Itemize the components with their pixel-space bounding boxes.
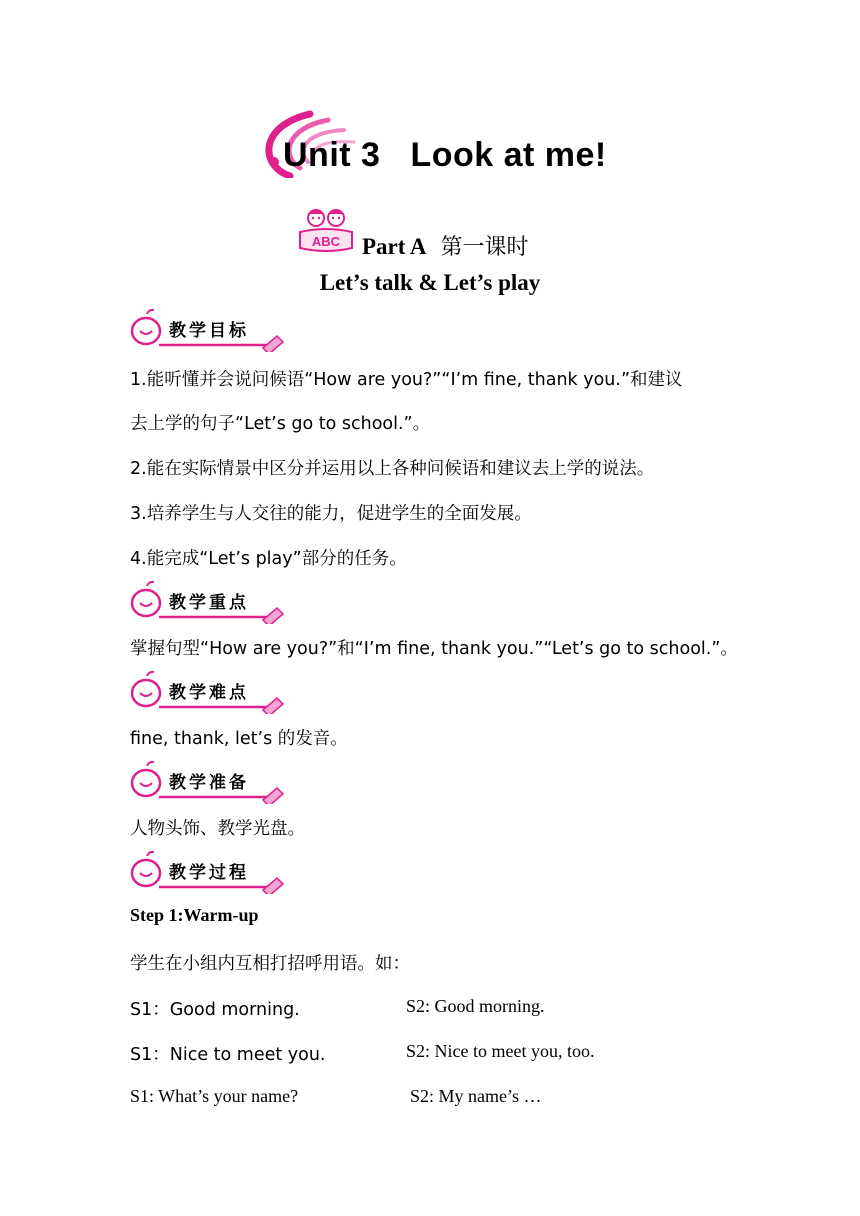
step-1-heading: Step 1:Warm-up: [130, 905, 259, 925]
section-title: 教学过程: [169, 863, 249, 883]
unit-label: Unit 3: [283, 136, 381, 174]
part-cn: 第一课时: [440, 235, 529, 260]
section-header-difficulties: [129, 670, 289, 714]
dialogue-s2-line-1: S2: Good morning.: [406, 996, 545, 1016]
objective-line-5: 4.能完成“Let’s play”部分的任务。: [130, 549, 407, 569]
section-header-process: [129, 850, 289, 894]
difficulties-text: fine, thank, let’s 的发音。: [130, 729, 348, 749]
section-header-preparation: [129, 760, 289, 804]
dialogue-s1-line-3: S1: What’s your name?: [130, 1086, 299, 1106]
objective-line-1: 1.能听懂并会说问候语“How are you?”“I’m fine, thank you.”和建议: [130, 370, 683, 390]
section-title: 教学难点: [169, 683, 249, 703]
unit-title: [283, 136, 607, 175]
dialogue-s2-line-2: S2: Nice to meet you, too.: [406, 1041, 595, 1061]
dialogue-s1-line-2: S1：Nice to meet you.: [130, 1045, 326, 1065]
part-en: Part A: [362, 234, 427, 259]
dialogue-s1-line-1: S1：Good morning.: [130, 1000, 300, 1020]
section-title: 教学重点: [169, 593, 249, 613]
unit-name: Look at me!: [410, 136, 607, 174]
objective-line-3: 2.能在实际情景中区分并运用以上各种问候语和建议去上学的说法。: [130, 459, 655, 479]
section-header-key-points: [129, 580, 289, 624]
process-intro: 学生在小组内互相打招呼用语。如：: [130, 954, 410, 974]
section-header-objectives: [129, 308, 289, 352]
objective-line-4: 3.培养学生与人交往的能力，促进学生的全面发展。: [130, 504, 532, 524]
kids-abc-icon: [296, 206, 356, 256]
lesson-title: Let’s talk & Let’s play: [319, 270, 541, 295]
preparation-text: 人物头饰、教学光盘。: [130, 819, 305, 839]
key-points-text: 掌握句型“How are you?”和“I’m fine, thank you.”“Let’s go to school.”。: [130, 639, 738, 659]
section-title: 教学目标: [169, 321, 249, 341]
part-title: [362, 230, 529, 261]
abc-badge-text: ABC: [311, 234, 341, 249]
section-title: 教学准备: [169, 773, 249, 793]
objective-line-2: 去上学的句子“Let’s go to school.”。: [130, 414, 431, 434]
dialogue-s2-line-3: S2: My name’s …: [410, 1086, 542, 1106]
